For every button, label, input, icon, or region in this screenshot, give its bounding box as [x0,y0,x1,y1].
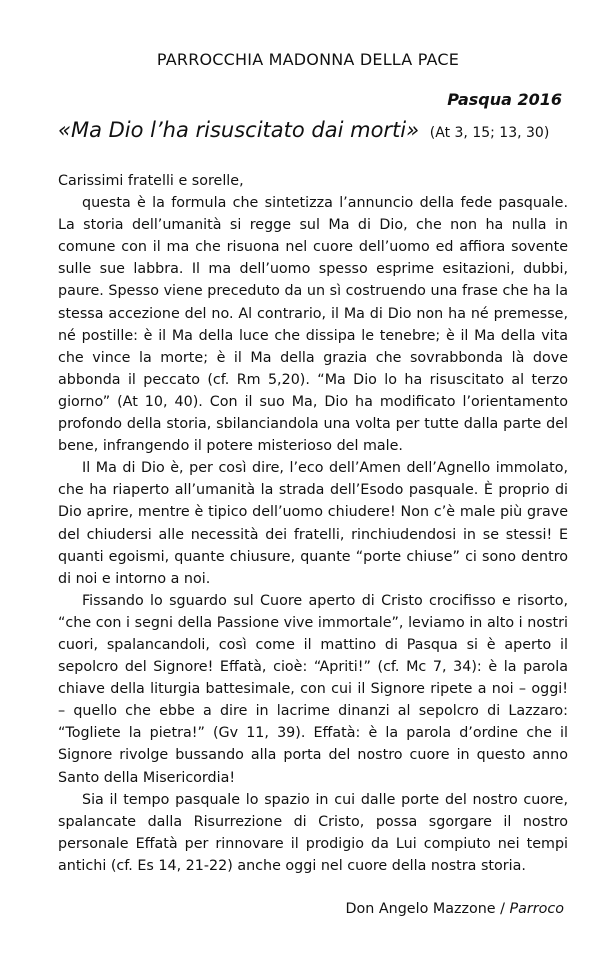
paragraph-2: Il Ma di Dio è, per così dire, l’eco dell’Amen dell’Agnello immolato, che ha riaperto all’umanità la strada dell’Esodo pasquale. È proprio di Dio aprire, mentre è tipico dell’uomo chiudere! Non c’è male più grave del chiudersi alle necessità dei fratelli, rinchiudendosi in se stessi! E quanti egoismi, quante chiusure, quante “porte chiuse” ci sono dentro di noi e intorno a noi. [58,460,568,587]
letter-title [58,118,578,142]
letter-body [58,170,568,877]
title-reference: (At 3, 15; 13, 30) [429,125,550,141]
date-label: Pasqua 2016 [447,90,562,109]
parish-name: PARROCCHIA MADONNA DELLA PACE [156,50,460,69]
signature-separator: / [495,901,510,917]
signature-role: Parroco [509,901,564,917]
title-text: «Ma Dio l’ha risuscitato dai morti» [58,118,420,142]
signature-name: Don Angelo Mazzone [345,901,496,917]
paragraph-4: Sia il tempo pasquale lo spazio in cui dalle porte del nostro cuore, spalancate dalla Risurrezione di Cristo, possa sgorgare il nostro personale Effatà per rinnovare il prodigio da Lui compiuto nei tempi antichi (cf. Es 14, 21-22) anche oggi nel cuore della nostra storia. [58,791,568,874]
paragraph-3: Fissando lo sguardo sul Cuore aperto di Cristo crocifisso e risorto, “che con i segni della Passione vive immortale”, leviamo in alto i nostri cuori, spalancandoli, così come il mattino di Pasqua si è aperto il sepolcro del Signore! Effatà, cioè: “Apriti!” (cf. Mc 7, 34): è la parola chiave della liturgia battesimale, con cui il Signore ripete a noi – oggi! – quello che ebbe a dire in lacrime dinanzi al sepolcro di Lazzaro: “Togliete la pietra!” (Gv 11, 39). Effatà: è la parola d’ordine che il Signore rivolge bussando alla porta del nostro cuore in questo anno Santo della Misericordia! [58,592,568,786]
paragraph-1: questa è la formula che sintetizza l’annuncio della fede pasquale. La storia dell’umanità si regge sul Ma di Dio, che non ha nulla in comune con il ma che risuona nel cuore dell’uomo ed affiora sovente sulle sue labbra. Il ma dell’uomo spesso esprime esitazioni, dubbi, paure. Spesso viene preceduto da un sì costruendo una frase che ha la stessa accezione del no. Al contrario, il Ma di Dio non ha né premesse, né postille: è il Ma della luce che dissipa le tenebre; è il Ma della vita che vince la morte; è il Ma della grazia che sovrabbonda là dove abbonda il peccato (cf. Rm 5,20). “Ma Dio lo ha risuscitato al terzo giorno” (At 10, 40). Con il suo Ma, Dio ha modificato l’orientamento profondo della storia, sbilanciandola una volta per tutte dalla parte del bene, infrangendo il potere misterioso del male. [58,195,568,455]
signature [346,901,564,917]
salutation: Carissimi fratelli e sorelle, [58,173,244,189]
